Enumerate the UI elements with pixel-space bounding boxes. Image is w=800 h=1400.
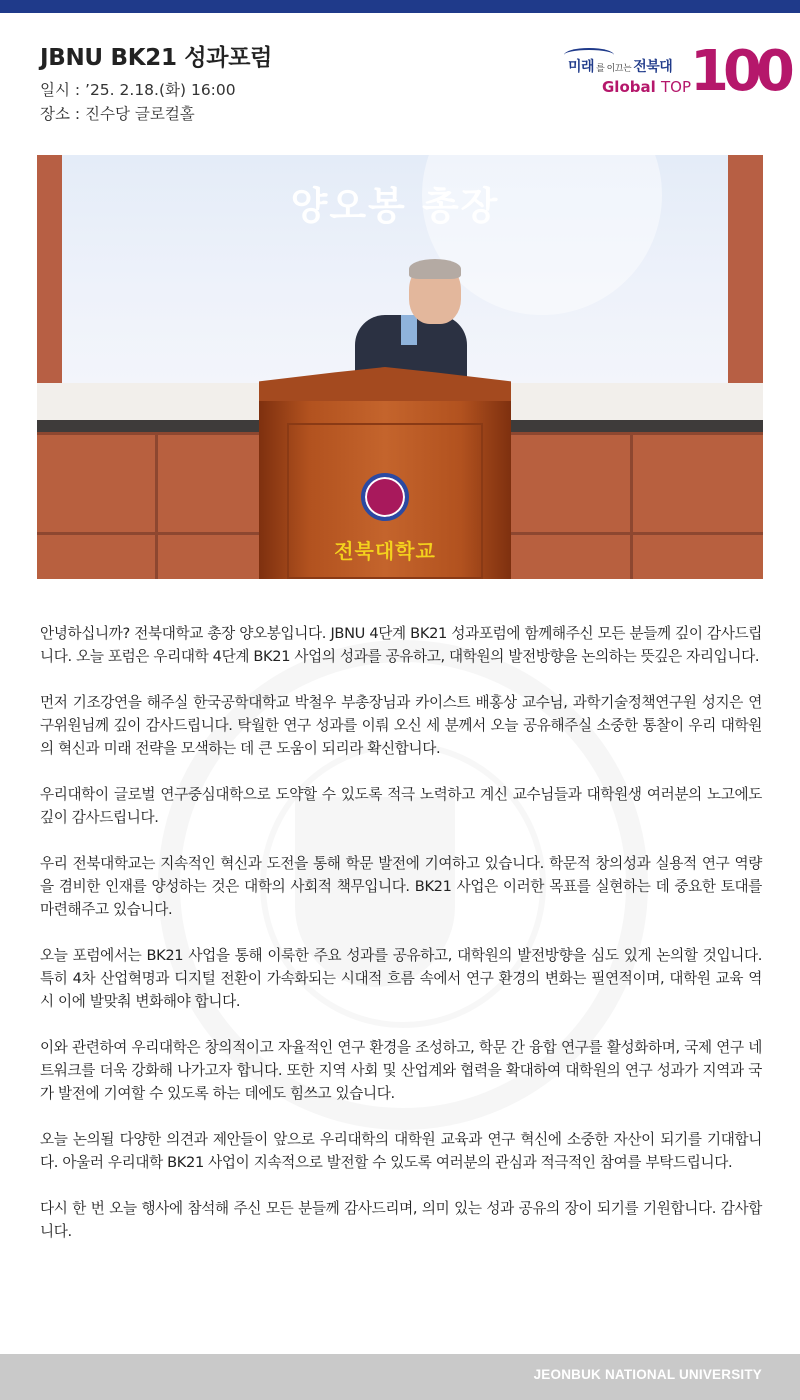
panel-divider [155,432,158,579]
event-photo [37,155,763,579]
speech-paragraph: 오늘 포럼에서는 BK21 사업을 통해 이룩한 주요 성과를 공유하고, 대학원의 발전방향을 심도 있게 논의할 것입니다. 특히 4차 산업혁명과 디지털 전환이 가속화되는 시대적 흐름 속에서 연구 환경의 변화는 필연적이며, 대학원 교육 역시 이에 발맞춰 변화해야 합니다. [40,947,762,1010]
speech-paragraph: 오늘 논의될 다양한 의견과 제안들이 앞으로 우리대학의 대학원 교육과 연구 혁신에 소중한 자산이 되기를 기대합니다. 아울러 우리대학 BK21 사업이 지속적으로 발전할 수 있도록 여러분의 관심과 적극적인 참여를 부탁드립니다. [40,1131,762,1171]
logo-number: 100 [690,39,789,104]
podium-label: 전북대학교 [334,539,436,563]
logo-global: Global [602,78,656,96]
speech-paragraph: 이와 관련하여 우리대학은 창의적이고 자율적인 연구 환경을 조성하고, 학문 간 융합 연구를 활성화하며, 국제 연구 네트워크를 더욱 강화해 나가고자 합니다. 또한 지역 사회 및 산업계와 협력을 확대하여 대학원의 연구 성과가 지역과 국가 발전에 기여할 수 있도록 하는 데에도 힘쓰고 있습니다. [40,1039,762,1102]
screen-caption: 양오봉 총장 [290,184,500,228]
event-venue: 장소 : 진수당 글로컬홀 [40,105,195,123]
speech-paragraph: 먼저 기조강연을 해주실 한국공학대학교 박철우 부총장님과 카이스트 배홍상 교수님, 과학기술정책연구원 성지은 연구위원님께 깊이 감사드립니다. 탁월한 연구 성과를 이뤄 오신 세 분께서 오늘 공유해주실 소중한 통찰이 우리 대학원의 혁신과 미래 전략을 모색하는 데 큰 도움이 되리라 확신합니다. [40,694,762,757]
university-seal-icon [361,473,409,521]
logo-top: TOP [661,78,692,96]
speech-paragraph: 안녕하십니까? 전북대학교 총장 양오봉입니다. JBNU 4단계 BK21 성과포럼에 함께해주신 모든 분들께 깊이 감사드립니다. 오늘 포럼은 우리대학 4단계 BK21 사업의 성과를 공유하고, 대학원의 발전방향을 논의하는 뜻깊은 자리입니다. [40,625,762,665]
speaker-shirt [401,315,417,345]
speech-paragraph: 다시 한 번 오늘 행사에 참석해 주신 모든 분들께 감사드리며, 의미 있는 성과 공유의 장이 되기를 기원합니다. 감사합니다. [40,1200,762,1240]
top-accent-bar [0,0,800,13]
event-date: 일시 : ’25. 2.18.(화) 16:00 [40,81,236,99]
footer-university-name: JEONBUK NATIONAL UNIVERSITY [533,1367,762,1382]
speech-paragraph: 우리 전북대학교는 지속적인 혁신과 도전을 통해 학문 발전에 기여하고 있습니다. 학문적 창의성과 실용적 연구 역량을 겸비한 인재를 양성하는 것은 대학의 사회적 책무입니다. BK21 사업은 이러한 목표를 실현하는 데 중요한 토대를 마련해주고 있습니다. [40,855,762,918]
logo-global-top [602,78,691,96]
logo-slogan-brand: 전북대 [633,59,673,75]
event-header [40,42,500,126]
logo-slogan-main: 미래 [568,59,595,75]
speech-body [40,622,762,1266]
panel-divider [630,432,633,579]
footer-bar [0,1354,800,1400]
speaker-hair [409,259,461,279]
global-top-100-logo [562,39,789,104]
speech-paragraph: 우리대학이 글로벌 연구중심대학으로 도약할 수 있도록 적극 노력하고 계신 교수님들과 대학원생 여러분의 노고에도 깊이 감사드립니다. [40,786,762,826]
podium [259,401,511,579]
page-title: JBNU BK21 성과포럼 [40,45,273,71]
logo-slogan [568,56,672,76]
event-meta [40,78,500,126]
logo-slogan-small: 를 이끄는 [596,64,632,74]
